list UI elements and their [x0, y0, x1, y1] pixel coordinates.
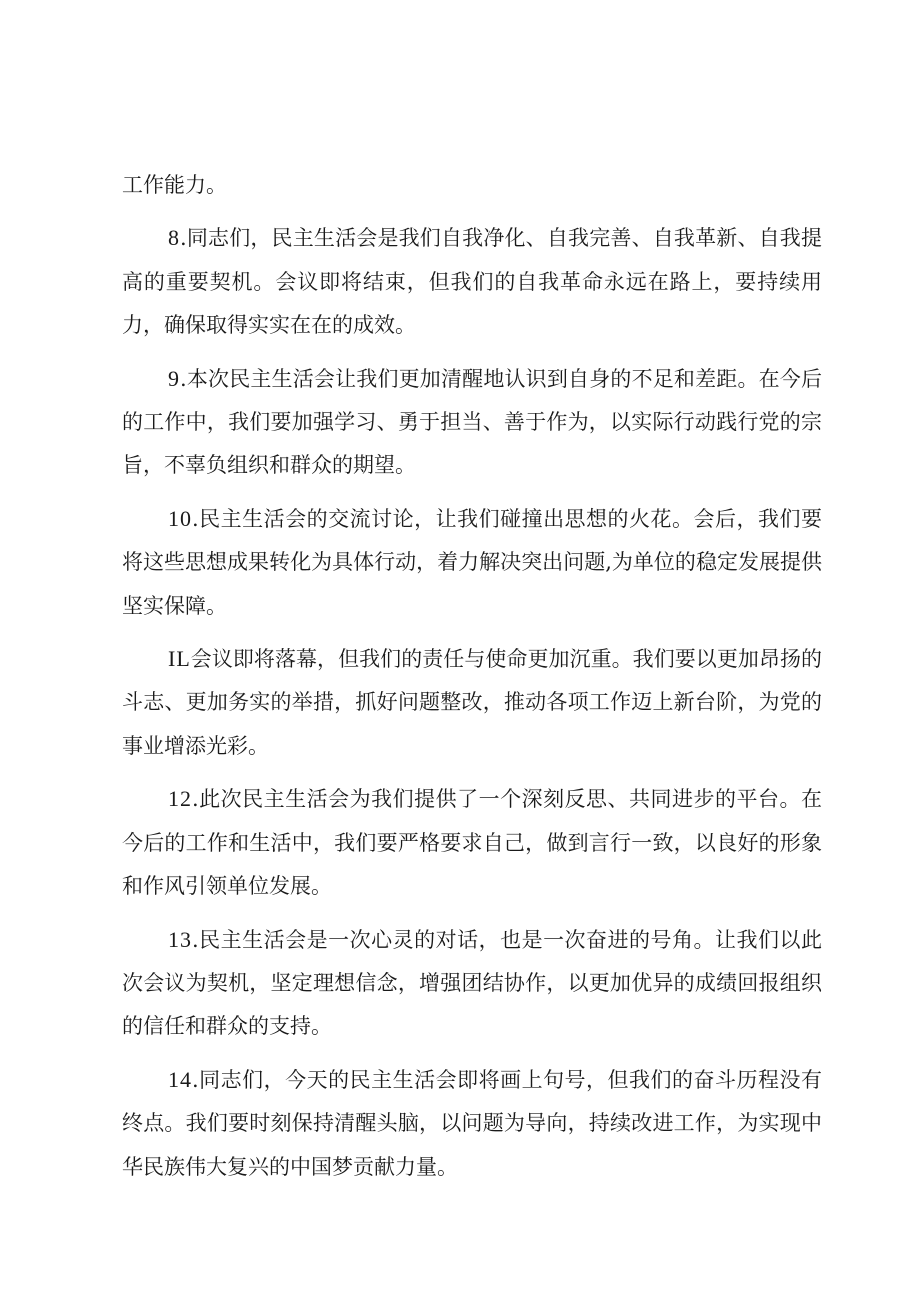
paragraph-11: [122, 637, 822, 768]
paragraph-text: .同志们，民主生活会是我们自我净化、自我完善、自我革新、自我提高的重要契机。会议即将结束，但我们的自我革命永远在路上，要持续用力，确保取得实实在在的成效。: [122, 226, 822, 338]
paragraph-10: [122, 497, 822, 628]
paragraph-9: [122, 357, 822, 488]
paragraph-number: 10: [168, 505, 192, 531]
paragraph-number: 13: [168, 926, 192, 952]
paragraph-number: 14: [168, 1066, 192, 1092]
paragraph-text: .本次民主生活会让我们更加清醒地认识到自身的不足和差距。在今后的工作中，我们要加强学习、勇于担当、善于作为，以实际行动践行党的宗旨，不辜负组织和群众的期望。: [122, 366, 822, 478]
paragraph-text: 会议即将落幕，但我们的责任与使命更加沉重。我们要以更加昂扬的斗志、更加务实的举措，抓好问题整改，推动各项工作迈上新台阶，为党的事业增添光彩。: [122, 647, 822, 758]
paragraph-8: [122, 216, 822, 347]
paragraph-14: [122, 1058, 822, 1189]
paragraph-number: 9: [168, 365, 180, 391]
paragraph-number: 12: [168, 786, 192, 812]
document-body: [122, 164, 822, 1198]
paragraph-12: [122, 777, 822, 908]
paragraph-text: 工作能力。: [122, 173, 227, 197]
paragraph-text: .同志们，今天的民主生活会即将画上句号，但我们的奋斗历程没有终点。我们要时刻保持清醒头脑，以问题为导向，持续改进工作，为实现中华民族伟大复兴的中国梦贡献力量。: [122, 1067, 822, 1179]
paragraph-continuation: [122, 164, 822, 207]
paragraph-text: .此次民主生活会为我们提供了一个深刻反思、共同进步的平台。在今后的工作和生活中，我们要严格要求自己，做到言行一致，以良好的形象和作风引领单位发展。: [122, 787, 822, 899]
paragraph-number: IL: [168, 646, 191, 672]
paragraph-text: .民主生活会的交流讨论，让我们碰撞出思想的火花。会后，我们要将这些思想成果转化为具体行动，着力解决突出问题,为单位的稳定发展提供坚实保障。: [122, 506, 822, 618]
paragraph-number: 8: [168, 225, 180, 251]
paragraph-text: .民主生活会是一次心灵的对话，也是一次奋进的号角。让我们以此次会议为契机，坚定理想信念，增强团结协作，以更加优异的成绩回报组织的信任和群众的支持。: [122, 927, 822, 1039]
paragraph-13: [122, 918, 822, 1049]
